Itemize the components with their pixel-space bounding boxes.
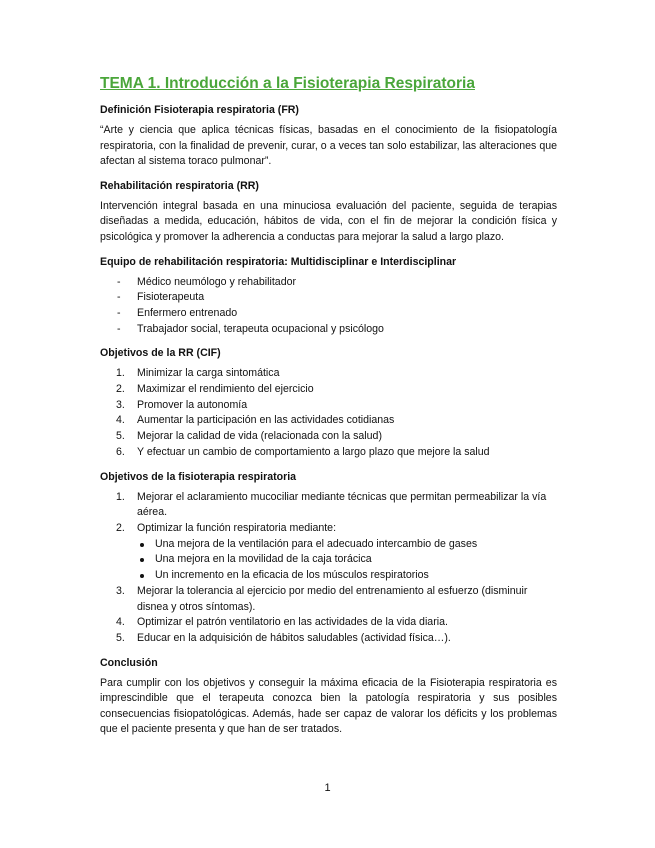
- list-item: - Enfermero entrenado: [100, 306, 557, 322]
- conclusion-text: Para cumplir con los objetivos y conseguir la máxima eficacia de la Fisioterapia respiratoria es imprescindible que el terapeuta conozca bien la patología respiratoria y sus posibles consecuencias fisiopatológicas. Además, hade ser capaz de valorar los déficits y los problemas que el paciente presenta y que han de ser tratados.: [100, 676, 557, 736]
- rr-heading: Rehabilitación respiratoria (RR): [100, 179, 259, 192]
- list-item: 1. Mejorar el aclaramiento mucociliar mediante técnicas que permitan permeabilizar la vía aérea.: [116, 490, 547, 519]
- definition-text: “Arte y ciencia que aplica técnicas físicas, basadas en el conocimiento de la fisiopatología respiratoria, con la finalidad de prevenir, curar, o a veces tan solo estabilizar, las alteraciones que afectan al sistema toraco pulmonar”.: [100, 124, 557, 168]
- sub-list-item: Una mejora de la ventilación para el adecuado intercambio de gases: [137, 537, 557, 553]
- rr-text: Intervención integral basada en una minuciosa evaluación del paciente, seguida de terapias diseñadas a medida, educación, hábitos de vida, con el fin de mejorar la condición física y psicológica y promover la adherencia a conductas para mejorar la salud a largo plazo.: [100, 199, 557, 243]
- list-item: - Médico neumólogo y rehabilitador: [100, 275, 557, 291]
- list-item: - Fisioterapeuta: [100, 290, 557, 306]
- list-item: 1. Minimizar la carga sintomática: [116, 367, 280, 380]
- bullet-icon: [140, 574, 144, 578]
- list-item: 3. Promover la autonomía: [116, 398, 248, 411]
- list-item: - Trabajador social, terapeuta ocupacional y psicólogo: [100, 322, 557, 338]
- definition-heading: Definición Fisioterapia respiratoria (FR): [100, 104, 299, 116]
- list-item: 5. Educar en la adquisición de hábitos saludables (actividad física…).: [116, 631, 451, 644]
- rr-objectives-heading: Objetivos de la RR (CIF): [100, 347, 221, 360]
- dash-marker: -: [117, 275, 121, 288]
- fr-objectives-heading: Objetivos de la fisioterapia respiratoria: [100, 470, 297, 483]
- list-item: 2. Maximizar el rendimiento del ejercicio: [116, 383, 314, 396]
- list-item: 2. Optimizar la función respiratoria mediante: Una mejora de la ventilación para el adecuado intercambio de gases Una mejora en la movilidad de la caja torácica Un incremento en la eficacia de los músculos respiratorios: [100, 521, 557, 584]
- list-item: 4. Aumentar la participación en las actividades cotidianas: [116, 414, 395, 427]
- team-list: [100, 275, 557, 338]
- fr-objectives-list: [100, 490, 557, 647]
- dash-marker: -: [117, 322, 121, 335]
- sub-list-item: Un incremento en la eficacia de los músculos respiratorios: [137, 568, 557, 584]
- team-heading: Equipo de rehabilitación respiratoria: Multidisciplinar e Interdisciplinar: [100, 255, 457, 268]
- sub-list-item: Una mejora en la movilidad de la caja torácica: [137, 552, 557, 568]
- rr-objectives-list: [100, 366, 557, 460]
- bullet-icon: [140, 558, 144, 562]
- dash-marker: -: [117, 291, 121, 304]
- fr-sub-list: [137, 537, 557, 584]
- list-item: 4. Optimizar el patrón ventilatorio en las actividades de la vida diaria.: [116, 616, 448, 629]
- list-item: 3. Mejorar la tolerancia al ejercicio por medio del entrenamiento al esfuerzo (disminuir disnea y otros síntomas).: [116, 584, 528, 613]
- dash-marker: -: [117, 306, 121, 319]
- list-item: 5. Mejorar la calidad de vida (relacionada con la salud): [116, 430, 382, 443]
- page-title: TEMA 1. Introducción a la Fisioterapia Respiratoria: [100, 75, 475, 92]
- page-number: 1: [324, 782, 331, 794]
- bullet-icon: [140, 543, 144, 547]
- list-item: 6. Y efectuar un cambio de comportamiento a largo plazo que mejore la salud: [116, 445, 490, 458]
- conclusion-heading: Conclusión: [100, 656, 158, 669]
